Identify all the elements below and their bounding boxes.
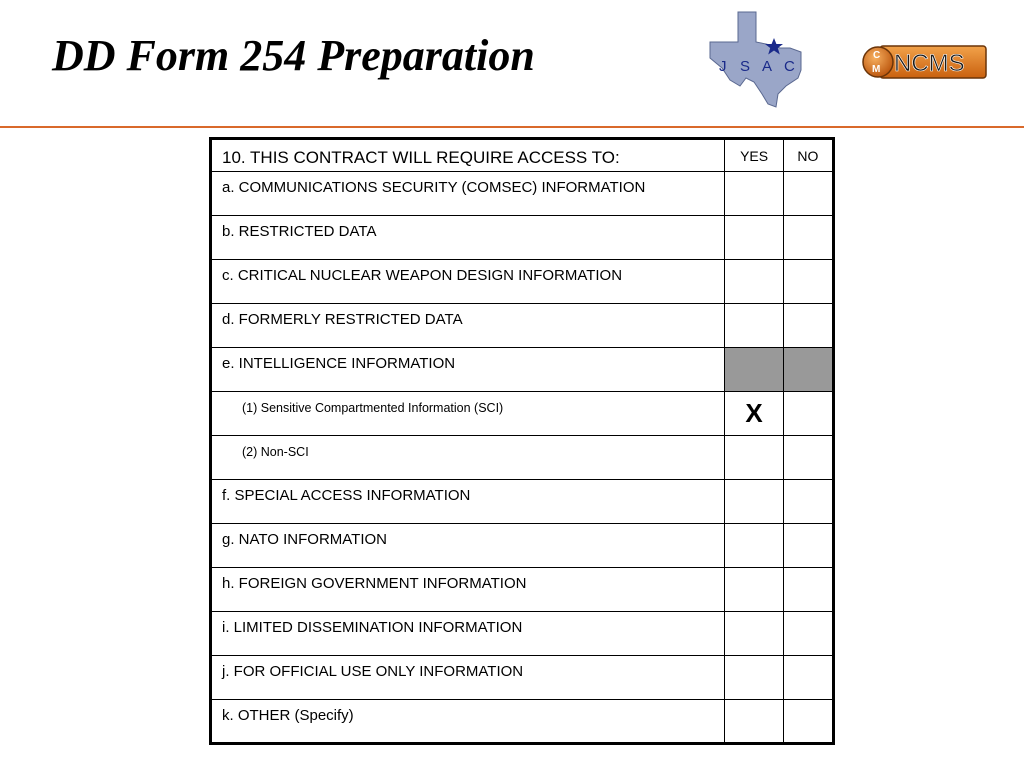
no-checkbox-cell[interactable] <box>783 524 833 568</box>
yes-checkbox-cell[interactable] <box>725 524 783 568</box>
yes-checkbox-cell[interactable] <box>725 172 783 216</box>
table-row <box>211 568 834 612</box>
yes-checkbox-cell[interactable] <box>725 436 783 480</box>
yes-checkbox-cell[interactable] <box>725 260 783 304</box>
table-row <box>211 436 834 480</box>
item-label: k. OTHER (Specify) <box>211 700 725 744</box>
no-checkbox-cell <box>783 348 833 392</box>
table-row <box>211 260 834 304</box>
ncms-wordmark: NCMS <box>894 50 965 77</box>
ncms-badge-c: C <box>873 50 881 61</box>
section-heading: 10. THIS CONTRACT WILL REQUIRE ACCESS TO: <box>211 139 725 172</box>
item-label: (2) Non-SCI <box>211 436 725 480</box>
table-row <box>211 392 834 436</box>
no-checkbox-cell[interactable] <box>783 568 833 612</box>
ncms-badge-m: M <box>872 64 881 75</box>
item-label: i. LIMITED DISSEMINATION INFORMATION <box>211 612 725 656</box>
table-row <box>211 304 834 348</box>
no-column-header: NO <box>783 139 833 172</box>
yes-checkbox-cell <box>725 348 783 392</box>
ncms-logo <box>862 34 990 90</box>
title-divider <box>0 126 1024 128</box>
yes-checkbox-cell[interactable] <box>725 304 783 348</box>
no-checkbox-cell[interactable] <box>783 304 833 348</box>
table-row <box>211 348 834 392</box>
item-label: j. FOR OFFICIAL USE ONLY INFORMATION <box>211 656 725 700</box>
yes-checkbox-cell[interactable] <box>725 216 783 260</box>
jsac-logo <box>706 8 806 108</box>
table-row <box>211 612 834 656</box>
item-label: d. FORMERLY RESTRICTED DATA <box>211 304 725 348</box>
item-label: a. COMMUNICATIONS SECURITY (COMSEC) INFORMATION <box>211 172 725 216</box>
no-checkbox-cell[interactable] <box>783 700 833 744</box>
table-row <box>211 172 834 216</box>
no-checkbox-cell[interactable] <box>783 216 833 260</box>
yes-checkbox-cell[interactable] <box>725 656 783 700</box>
no-checkbox-cell[interactable] <box>783 260 833 304</box>
table-row <box>211 216 834 260</box>
access-requirements-table <box>209 137 835 745</box>
table-row <box>211 700 834 744</box>
item-label: f. SPECIAL ACCESS INFORMATION <box>211 480 725 524</box>
item-label: h. FOREIGN GOVERNMENT INFORMATION <box>211 568 725 612</box>
no-checkbox-cell[interactable] <box>783 480 833 524</box>
item-label: e. INTELLIGENCE INFORMATION <box>211 348 725 392</box>
table-row <box>211 656 834 700</box>
jsac-letter-j: J <box>719 58 727 75</box>
no-checkbox-cell[interactable] <box>783 612 833 656</box>
jsac-letter-a: A <box>762 58 773 75</box>
table-header-row <box>211 139 834 172</box>
slide-title: DD Form 254 Preparation <box>52 31 535 80</box>
yes-column-header: YES <box>725 139 783 172</box>
jsac-letter-c: C <box>784 58 795 75</box>
yes-checkbox-cell[interactable] <box>725 480 783 524</box>
no-checkbox-cell[interactable] <box>783 392 833 436</box>
item-label: c. CRITICAL NUCLEAR WEAPON DESIGN INFORMATION <box>211 260 725 304</box>
item-label: b. RESTRICTED DATA <box>211 216 725 260</box>
item-label: (1) Sensitive Compartmented Information (SCI) <box>211 392 725 436</box>
table-row <box>211 480 834 524</box>
yes-checkbox-cell[interactable] <box>725 568 783 612</box>
yes-checkbox-cell[interactable]: X <box>725 392 783 436</box>
yes-checkbox-cell[interactable] <box>725 612 783 656</box>
yes-checkbox-cell[interactable] <box>725 700 783 744</box>
no-checkbox-cell[interactable] <box>783 656 833 700</box>
jsac-letter-s: S <box>740 58 751 75</box>
no-checkbox-cell[interactable] <box>783 172 833 216</box>
item-label: g. NATO INFORMATION <box>211 524 725 568</box>
no-checkbox-cell[interactable] <box>783 436 833 480</box>
table-row <box>211 524 834 568</box>
